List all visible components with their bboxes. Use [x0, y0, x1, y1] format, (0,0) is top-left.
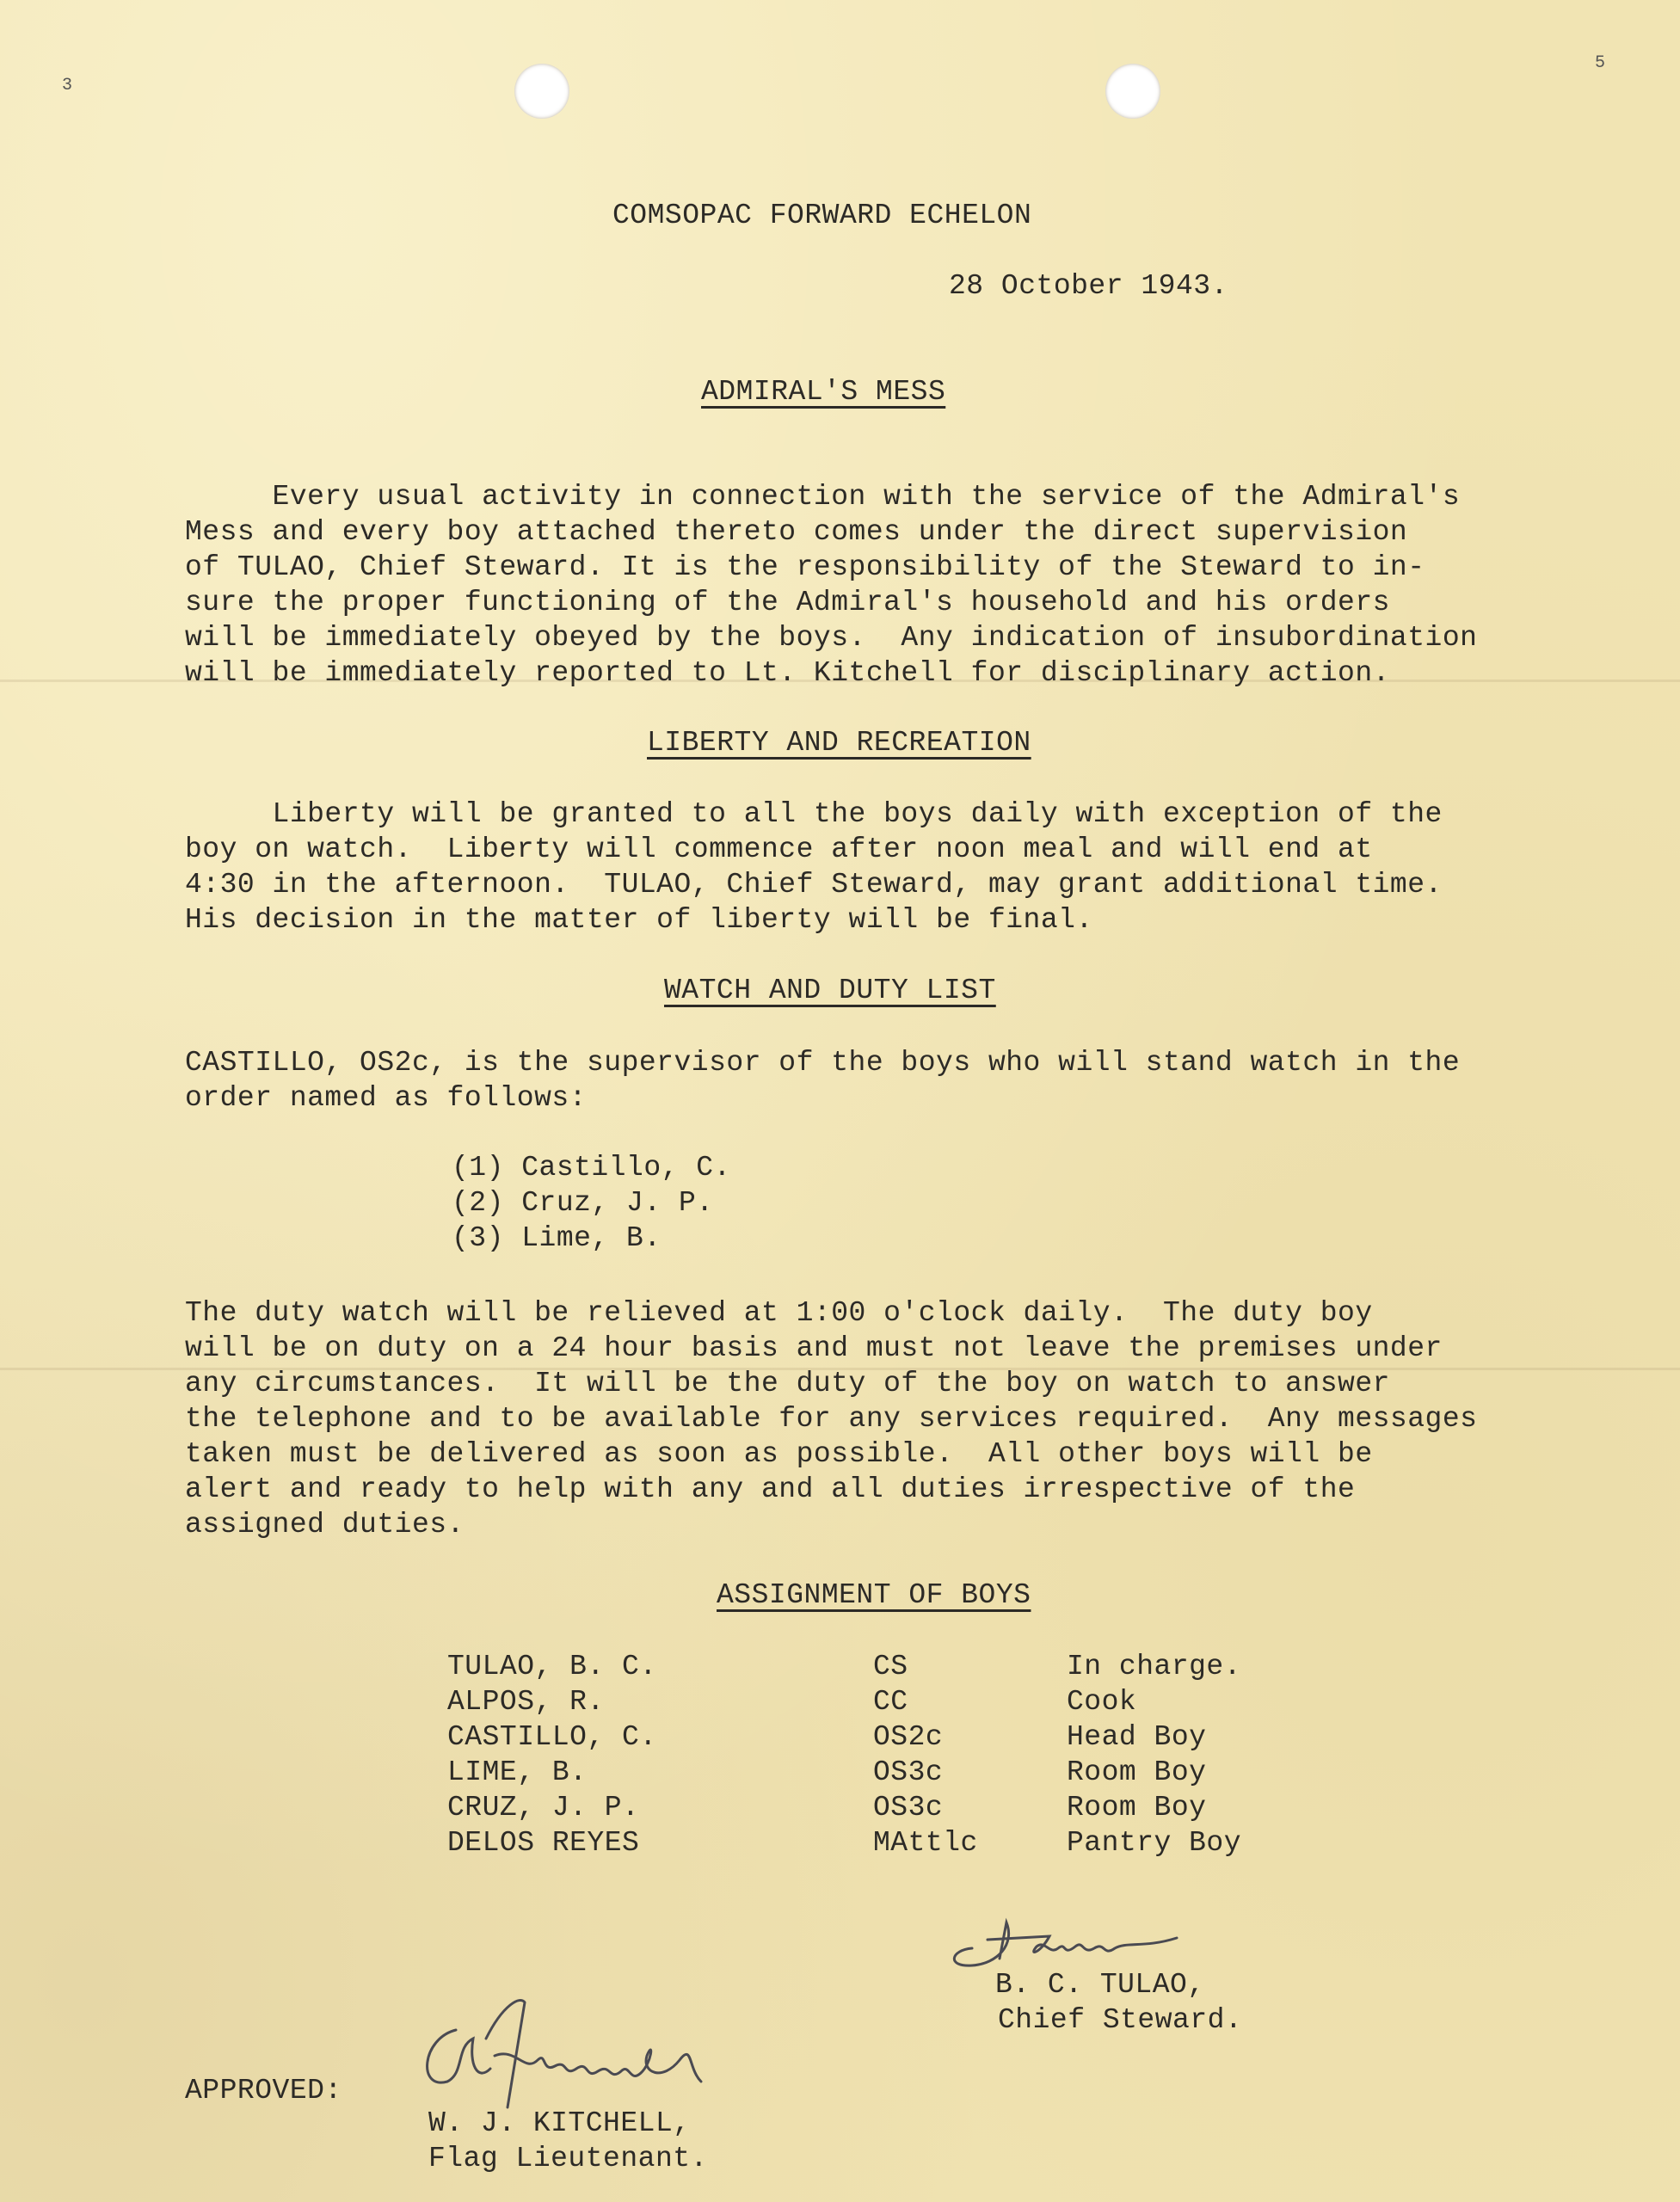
approver-signature: [404, 1987, 731, 2116]
heading-watch: WATCH AND DUTY LIST: [664, 975, 996, 1006]
assignment-name: TULAO, B. C.: [447, 1651, 657, 1682]
approver-name: W. J. KITCHELL,: [428, 2107, 691, 2139]
letterhead: COMSOPAC FORWARD ECHELON: [612, 200, 1032, 231]
approver-title: Flag Lieutenant.: [428, 2143, 708, 2174]
assignment-duty: Room Boy: [1067, 1756, 1207, 1788]
watch-body-line: alert and ready to help with any and all duties irrespective of the: [185, 1473, 1356, 1505]
assignment-duty: Pantry Boy: [1067, 1827, 1242, 1859]
assignment-rate: MAttlc: [873, 1827, 978, 1859]
liberty-line: 4:30 in the afternoon. TULAO, Chief Steward, may grant additional time.: [185, 869, 1443, 901]
punch-hole: [1105, 64, 1160, 119]
mess-line: Every usual activity in connection with the service of the Admiral's: [185, 481, 1461, 513]
assignment-name: DELOS REYES: [447, 1827, 640, 1859]
watch-body-line: The duty watch will be relieved at 1:00 o'clock daily. The duty boy: [185, 1297, 1373, 1329]
watch-body-line: any circumstances. It will be the duty of the boy on watch to answer: [185, 1368, 1390, 1399]
liberty-line: boy on watch. Liberty will commence after noon meal and will end at: [185, 833, 1373, 865]
watch-body-line: assigned duties.: [185, 1509, 465, 1541]
assignment-duty: Head Boy: [1067, 1721, 1207, 1753]
mess-line: of TULAO, Chief Steward. It is the responsibility of the Steward to in-: [185, 551, 1425, 583]
liberty-line: His decision in the matter of liberty will be final.: [185, 904, 1093, 936]
assignment-rate: OS2c: [873, 1721, 944, 1753]
heading-assignment: ASSIGNMENT OF BOYS: [717, 1579, 1031, 1611]
page-mark-top-right: 5: [1595, 53, 1606, 73]
watch-body-line: the telephone and to be available for any services required. Any messages: [185, 1403, 1478, 1435]
assignment-name: LIME, B.: [447, 1756, 588, 1788]
heading-admirals-mess: ADMIRAL'S MESS: [701, 376, 946, 408]
assignment-rate: OS3c: [873, 1792, 944, 1824]
mess-line: will be immediately obeyed by the boys. Any indication of insubordination: [185, 622, 1478, 654]
mess-line: Mess and every boy attached thereto comes under the direct supervision: [185, 516, 1408, 548]
assignment-duty: In charge.: [1067, 1651, 1242, 1682]
steward-name: B. C. TULAO,: [995, 1969, 1205, 2001]
watch-intro-line: CASTILLO, OS2c, is the supervisor of the boys who will stand watch in the: [185, 1047, 1461, 1079]
assignment-name: CRUZ, J. P.: [447, 1792, 640, 1824]
mess-line: will be immediately reported to Lt. Kitchell for disciplinary action.: [185, 657, 1390, 689]
assignment-rate: CC: [873, 1686, 908, 1718]
assignment-rate: CS: [873, 1651, 908, 1682]
assignment-rate: OS3c: [873, 1756, 944, 1788]
liberty-line: Liberty will be granted to all the boys daily with exception of the: [185, 798, 1443, 830]
heading-liberty: LIBERTY AND RECREATION: [647, 727, 1031, 759]
document-date: 28 October 1943.: [949, 270, 1228, 302]
assignment-name: CASTILLO, C.: [447, 1721, 657, 1753]
watch-list-item: (1) Castillo, C.: [452, 1152, 731, 1184]
watch-intro-line: order named as follows:: [185, 1082, 587, 1114]
watch-list-item: (2) Cruz, J. P.: [452, 1187, 714, 1219]
steward-title: Chief Steward.: [998, 2004, 1243, 2036]
mess-line: sure the proper functioning of the Admiral's household and his orders: [185, 587, 1390, 618]
page-mark-top-left: 3: [62, 76, 73, 95]
watch-body-line: taken must be delivered as soon as possible. All other boys will be: [185, 1438, 1373, 1470]
assignment-duty: Cook: [1067, 1686, 1137, 1718]
watch-body-line: will be on duty on a 24 hour basis and must not leave the premises under: [185, 1332, 1443, 1364]
punch-hole: [514, 64, 569, 119]
assignment-name: ALPOS, R.: [447, 1686, 605, 1718]
assignment-duty: Room Boy: [1067, 1792, 1207, 1824]
approved-label: APPROVED:: [185, 2075, 342, 2107]
watch-list-item: (3) Lime, B.: [452, 1222, 662, 1254]
